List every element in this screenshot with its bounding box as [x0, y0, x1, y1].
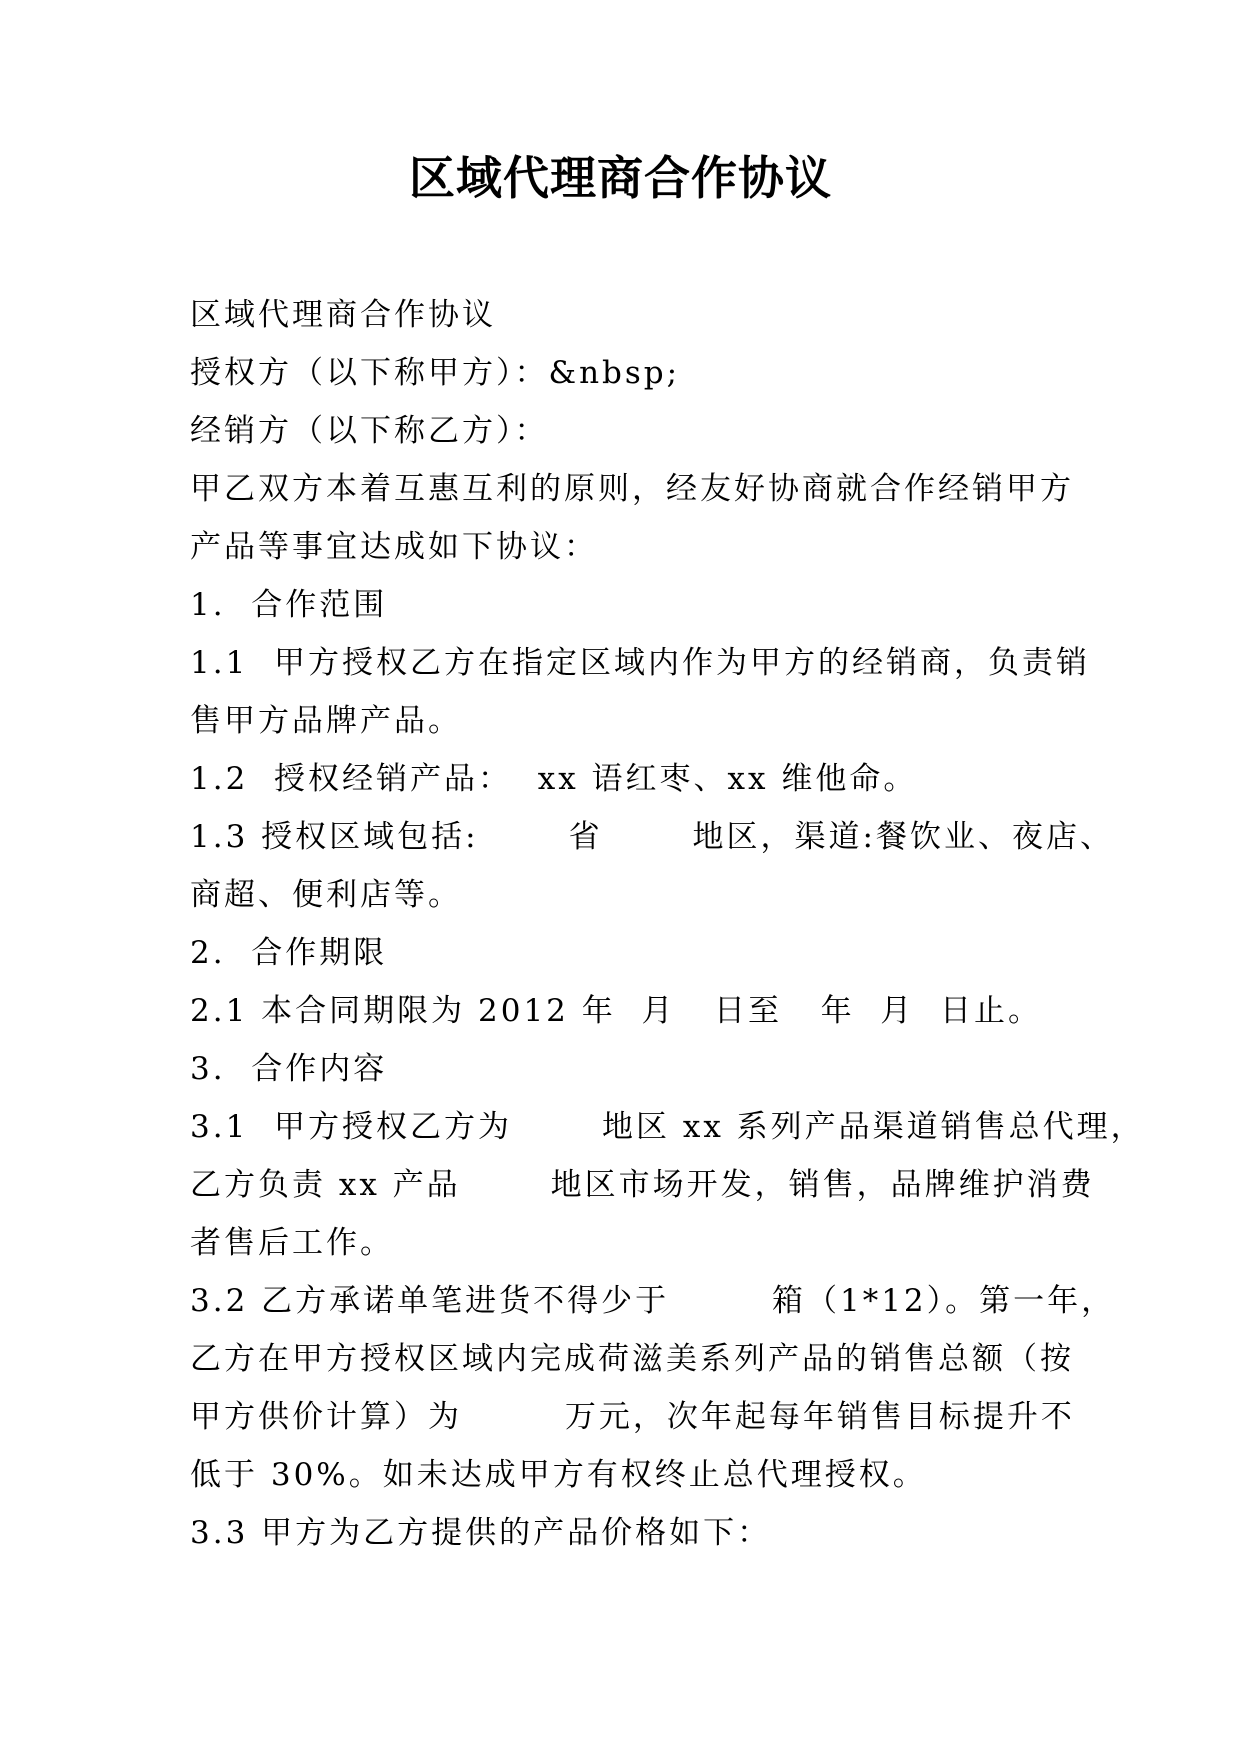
clause-3-1-cont-2: 者售后工作。 — [190, 1225, 394, 1261]
clause-3-1-cont: 乙方负责 xx 产品 地区市场开发，销售，品牌维护消费 — [190, 1167, 1095, 1203]
section-1-heading: 1. 合作范围 — [190, 587, 388, 623]
document-body — [190, 286, 1145, 1562]
body-line-heading: 区域代理商合作协议 — [190, 297, 496, 333]
clause-1-3: 1.3 授权区域包括: 省 地区，渠道:餐饮业、夜店、 — [190, 819, 1114, 855]
body-line-party-b: 经销方（以下称乙方）： — [190, 413, 549, 449]
clause-3-1: 3.1 甲方授权乙方为 地区 xx 系列产品渠道销售总代理， — [190, 1109, 1145, 1145]
clause-1-2: 1.2 授权经销产品： xx 语红枣、xx 维他命。 — [190, 761, 918, 797]
clause-1-1-cont: 售甲方品牌产品。 — [190, 703, 462, 739]
clause-1-3-cont: 商超、便利店等。 — [190, 877, 462, 913]
clause-3-3: 3.3 甲方为乙方提供的产品价格如下： — [190, 1515, 772, 1551]
clause-2-1: 2.1 本合同期限为 2012 年 月 日至 年 月 日止。 — [190, 993, 1043, 1029]
clause-3-2-cont-3: 低于 30%。如未达成甲方有权终止总代理授权。 — [190, 1457, 927, 1493]
body-line-preamble-cont: 产品等事宜达成如下协议： — [190, 529, 598, 565]
body-line-preamble: 甲乙双方本着互惠互利的原则，经友好协商就合作经销甲方 — [190, 471, 1074, 507]
clause-3-2: 3.2 乙方承诺单笔进货不得少于 箱（1*12）。第一年， — [190, 1283, 1116, 1319]
section-3-heading: 3. 合作内容 — [190, 1051, 388, 1087]
clause-3-2-cont-2: 甲方供价计算）为 万元，次年起每年销售目标提升不 — [190, 1399, 1075, 1435]
clause-3-2-cont: 乙方在甲方授权区域内完成荷滋美系列产品的销售总额（按 — [190, 1341, 1074, 1377]
body-line-party-a: 授权方（以下称甲方）：&nbsp; — [190, 355, 681, 391]
document-title: 区域代理商合作协议 — [409, 151, 832, 205]
clause-1-1: 1.1 甲方授权乙方在指定区域内作为甲方的经销商，负责销 — [190, 645, 1091, 681]
section-2-heading: 2. 合作期限 — [190, 935, 388, 971]
